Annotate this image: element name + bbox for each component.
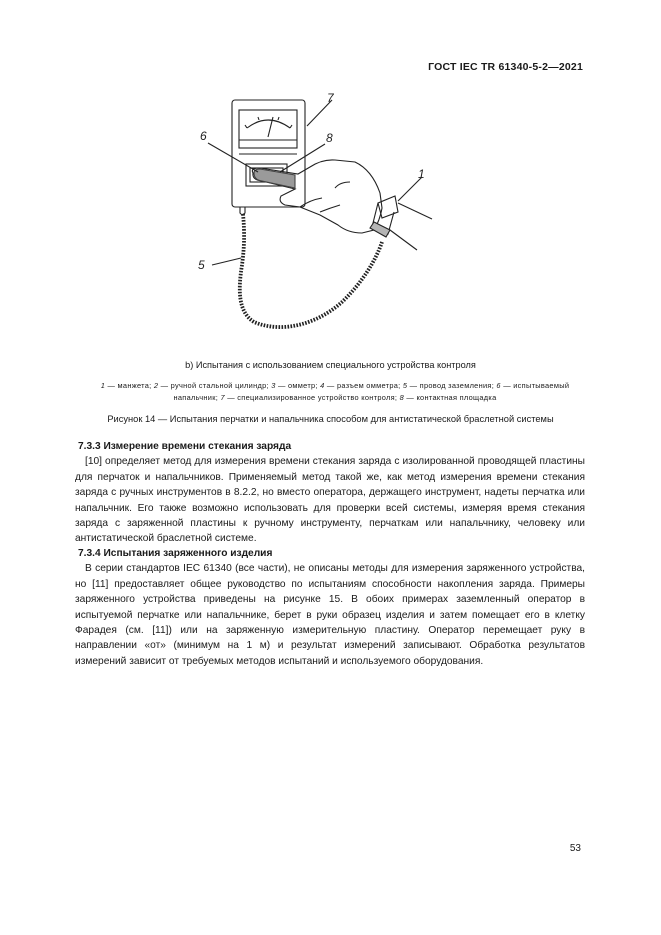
ohmmeter-display [239,110,297,148]
label-5: 5 [198,258,205,272]
finger-cot [254,169,295,188]
label-1: 1 [418,167,425,181]
figure-illustration [150,90,450,350]
test-device-drawing [150,90,450,350]
figure-legend: 1 — манжета; 2 — ручной стальной цилиндр; 3 — омметр; 4 — разъем омметра; 5 — провод заземления; 6 — испытываемый напальчник; 7 — специализированное устройство контроля; 8 — контактная площадка [100,381,570,402]
section-paragraph: [10] определяет метод для измерения времени стекания заряда с изолированной проводящей пластины для перчаток и напальчников. Применяемый метод такой же, как метод измерения времени стекания заряда с ручных инструментов в 8.2.2, но вместо оператора, держащего инструмент, надеты перчатка или напальчник. Его также возможно использовать для проверки всей системы, измеряя время стекания заряда с заряженной пластины к ручному инструменту, перчаткам или напальчнику, человеку или антистатической браслетной системе. [75,456,585,545]
document-header: ГОСТ IEC TR 61340-5-2—2021 [428,61,583,73]
figure-caption: Рисунок 14 — Испытания перчатки и напальчника способом для антистатической браслетной системы [107,414,554,424]
label-6: 6 [200,129,207,143]
section-heading: 7.3.3 Измерение времени стекания заряда [78,441,292,452]
label-8: 8 [326,131,333,145]
ohmmeter-connector [240,207,245,215]
ground-cord-coil [240,214,382,327]
page-number: 53 [569,843,581,854]
section-7-3-3 [75,439,585,547]
figure-subcaption: b) Испытания с использованием специального устройства контроля [185,360,476,370]
section-paragraph: В серии стандартов IEC 61340 (все части), не описаны методы для измерения заряженного устройства, но [11] предоставляет общее руководство по испытаниям способности накопления заряда. Примеры заряженного устройства приведены на рисунке 15. В обоих примерах заземленный оператор в испытуемой перчатке или напальчнике, берет в руки образец изделия и затем помещает его в клетку Фарадея (см. [11]) или на заряженную измерительную пластину. Оператор перемещает руку в направлении «от» (минимум на 1 м) и результат измерений записывают. Обработка результатов измерений зависит от требуемых методов испытаний и используемого оборудования. [75,563,585,667]
section-heading: 7.3.4 Испытания заряженного изделия [78,548,273,559]
steel-cylinder [370,222,390,237]
section-7-3-4 [75,546,585,669]
label-7: 7 [327,91,334,105]
